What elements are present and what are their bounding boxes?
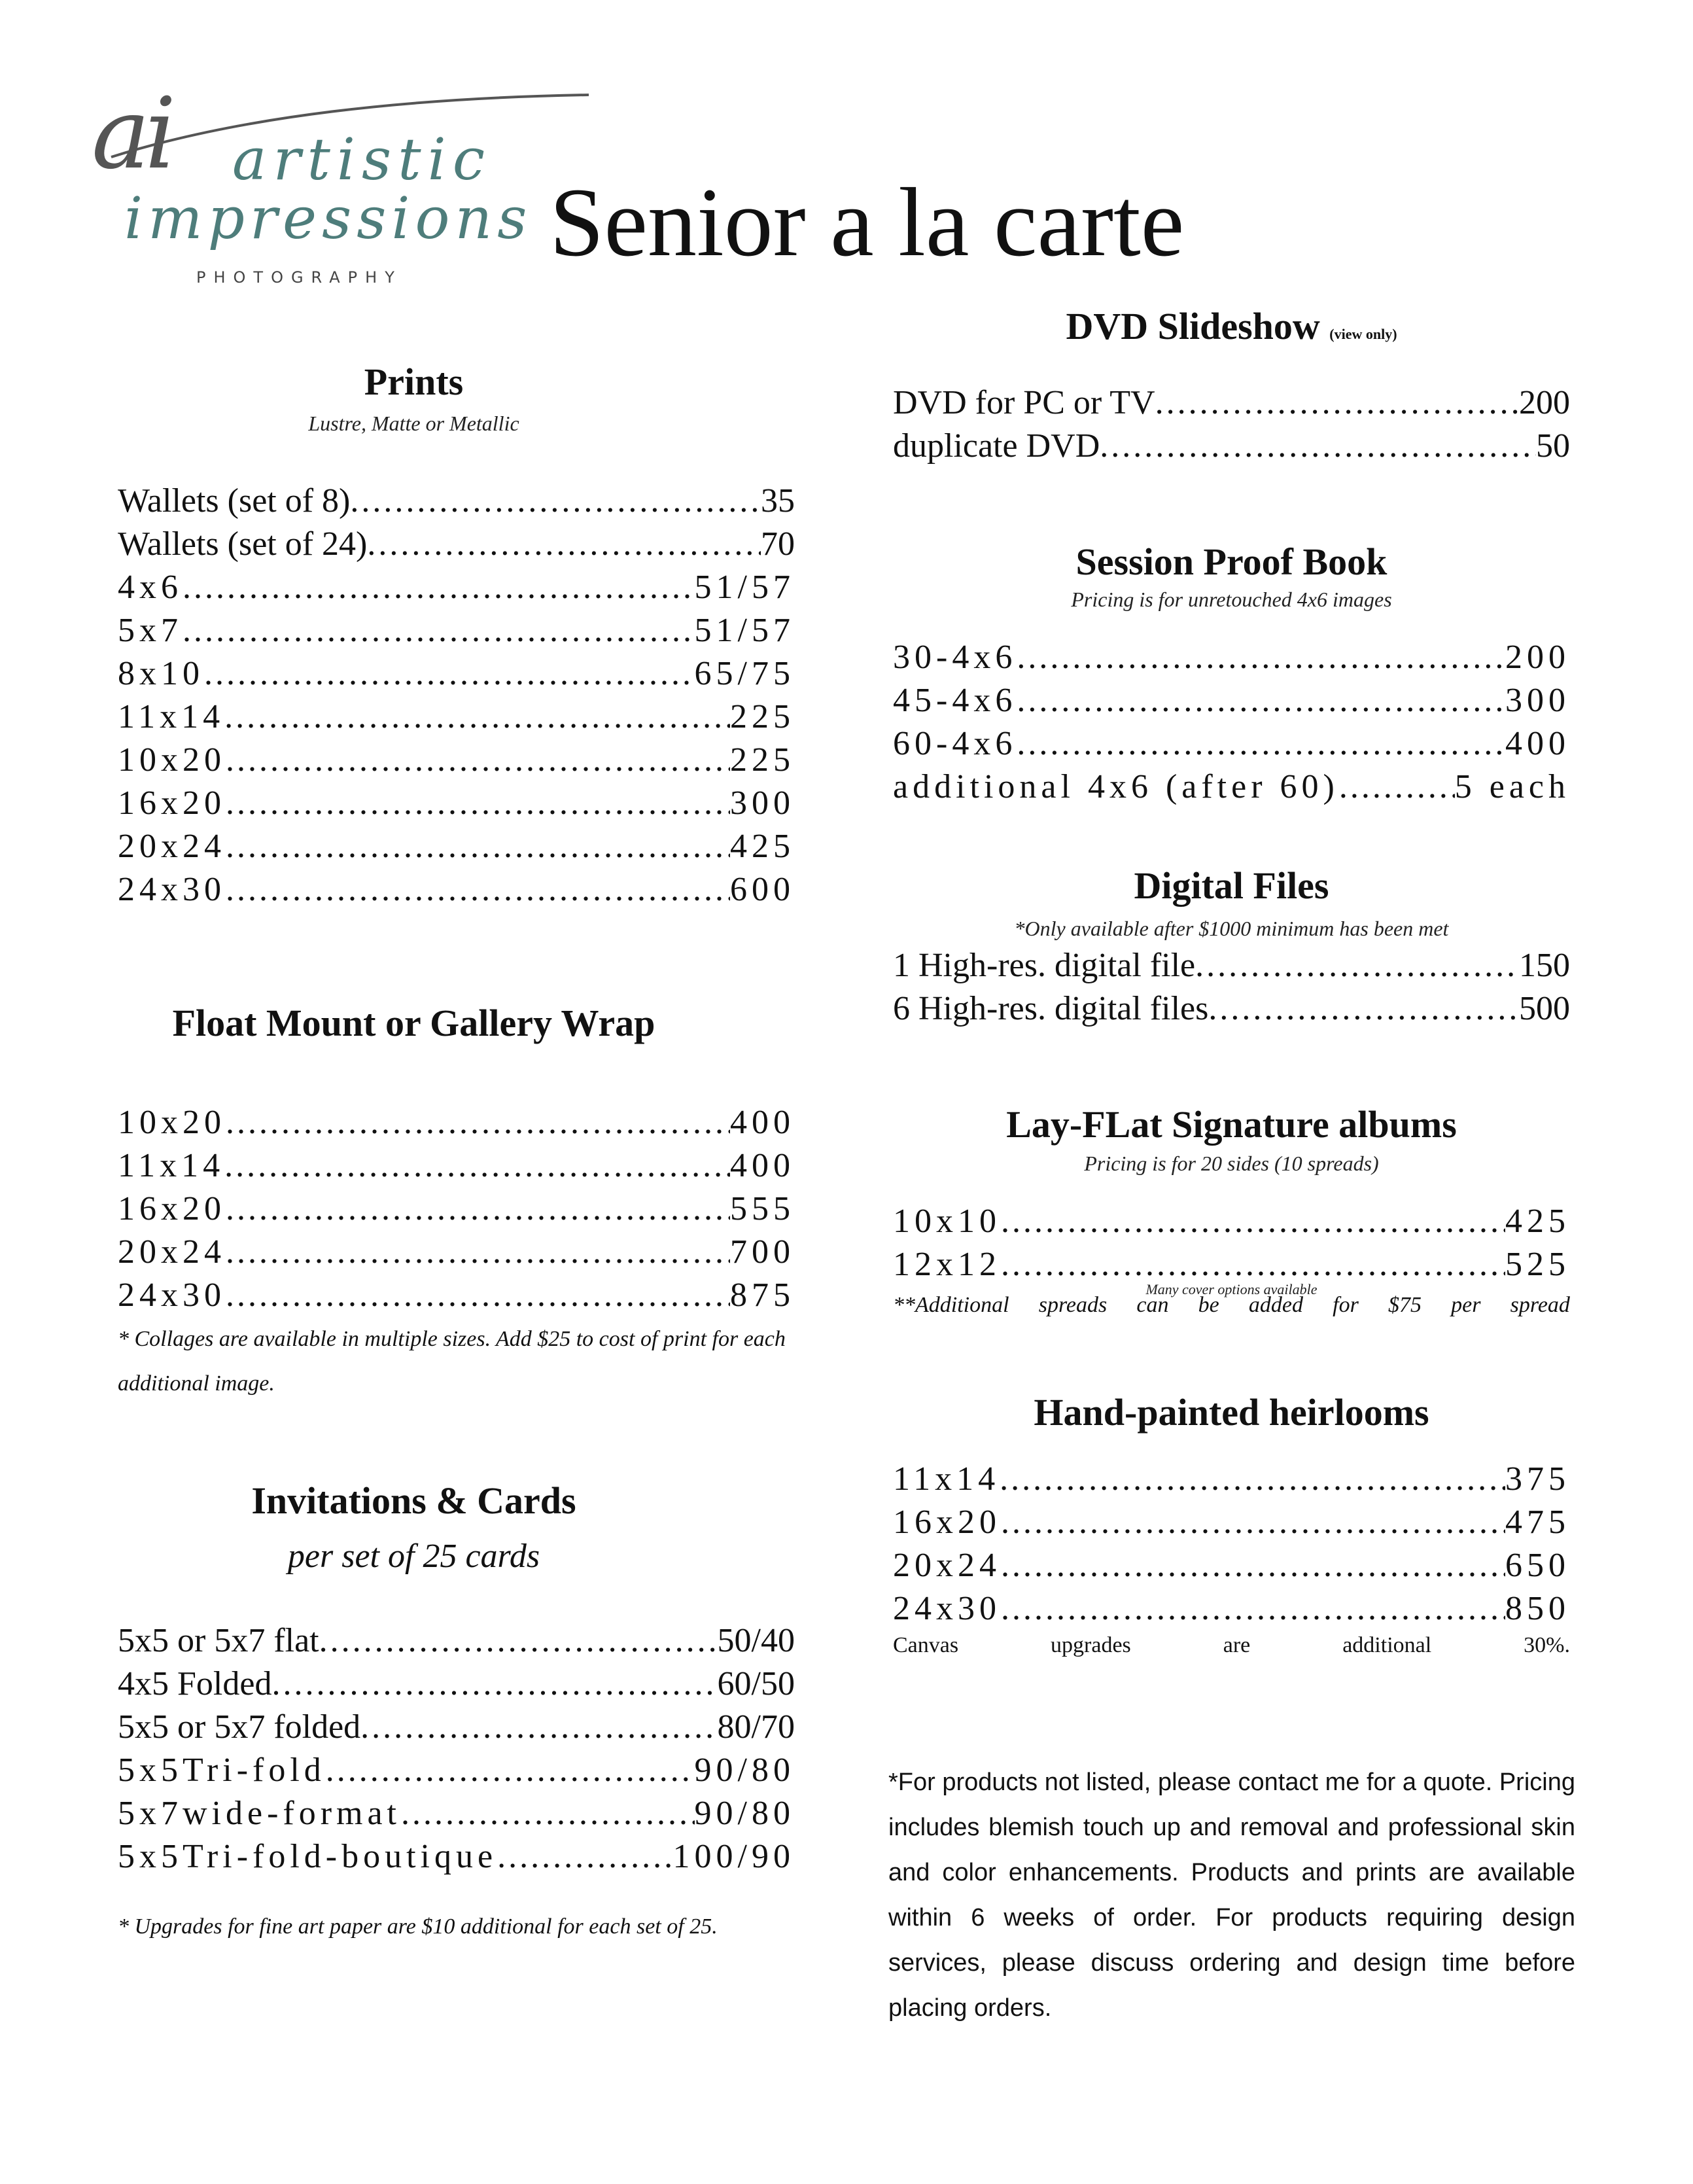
price-row-label: 4x6 — [118, 569, 183, 606]
price-row-value: 150 — [1519, 947, 1570, 984]
price-row-label: 20x24 — [893, 1547, 1001, 1584]
note-word: upgrades — [1051, 1633, 1131, 1657]
dot-leader — [224, 1144, 730, 1188]
heirlooms-section — [893, 1391, 1570, 1658]
digital-price-list — [893, 944, 1570, 1030]
dot-leader — [319, 1619, 718, 1663]
price-row-label: 10x10 — [893, 1203, 1001, 1240]
price-row-label: 12x12 — [893, 1246, 1001, 1283]
price-row-label: 24x30 — [118, 1277, 226, 1314]
price-row-value: 90/80 — [694, 1752, 795, 1789]
price-row — [118, 609, 795, 652]
price-row-label: 8x10 — [118, 655, 204, 692]
price-row-value: 80/70 — [717, 1708, 795, 1746]
price-row-label: 20x24 — [118, 1233, 226, 1271]
price-row-value: 100/90 — [672, 1838, 795, 1875]
note-word: additional — [1342, 1633, 1432, 1657]
note-word: spread — [1510, 1293, 1570, 1317]
price-row — [118, 480, 795, 523]
digital-heading: Digital Files — [1134, 864, 1329, 907]
dot-leader — [1339, 766, 1455, 809]
price-row — [893, 425, 1570, 468]
dot-leader — [1017, 679, 1505, 722]
price-row-label: 16x20 — [893, 1504, 1001, 1541]
price-row-value: 400 — [1505, 725, 1570, 762]
note-word: are — [1223, 1633, 1251, 1657]
price-row-label: 5x7wide-format — [118, 1795, 402, 1832]
dot-leader — [1195, 944, 1519, 987]
dot-leader — [497, 1835, 672, 1878]
price-row-value: 500 — [1519, 990, 1570, 1027]
dot-leader — [226, 1101, 730, 1144]
price-row — [118, 739, 795, 782]
price-row-label: duplicate DVD — [893, 427, 1100, 465]
price-row — [118, 1835, 795, 1878]
dot-leader — [1017, 636, 1505, 679]
price-row-value: 225 — [730, 698, 795, 735]
footer-note: *For products not listed, please contact me for a quote. Pricing includes blemish touch up and removal and professional skin and color enhancements. Products and prints are available within 6 weeks of order. For products requiring design services, please discuss ordering and design time before placing orders. — [888, 1769, 1575, 2022]
price-row-value: 50/40 — [717, 1622, 795, 1659]
invitations-price-list — [118, 1619, 795, 1878]
dot-leader — [204, 652, 695, 696]
price-row — [118, 1274, 795, 1317]
invitations-section — [118, 1479, 795, 1949]
price-row-label: 20x24 — [118, 828, 226, 865]
price-row-value: 875 — [730, 1277, 795, 1314]
prints-heading: Prints — [364, 361, 464, 403]
price-row-value: 60/50 — [717, 1665, 795, 1702]
note-word: spreads — [1038, 1293, 1108, 1317]
price-row-value: 650 — [1505, 1547, 1570, 1584]
price-row — [118, 1619, 795, 1663]
price-row-value: 200 — [1519, 384, 1570, 421]
invitations-heading: Invitations & Cards — [251, 1479, 576, 1522]
dot-leader — [1001, 1243, 1505, 1286]
price-row-label: 24x30 — [118, 871, 226, 908]
price-row — [893, 1458, 1570, 1501]
prints-price-list — [118, 480, 795, 911]
dot-leader — [183, 609, 695, 652]
note-word: be — [1198, 1293, 1219, 1317]
price-row-label: 10x20 — [118, 741, 226, 779]
note-word: per — [1451, 1293, 1481, 1317]
dot-leader — [350, 480, 761, 523]
albums-heading: Lay-FLat Signature albums — [1006, 1103, 1457, 1146]
proof-subtitle: Pricing is for unretouched 4x6 images — [1071, 588, 1392, 611]
price-row-value: 400 — [730, 1147, 795, 1184]
dot-leader — [1001, 1501, 1505, 1544]
price-row — [893, 1587, 1570, 1630]
dot-leader — [226, 868, 730, 911]
price-row-label: 16x20 — [118, 784, 226, 822]
price-row-value: 600 — [730, 871, 795, 908]
price-row-label: 11x14 — [118, 698, 225, 735]
price-row-label: 4x5 Folded — [118, 1665, 272, 1702]
digital-subtitle: *Only available after $1000 minimum has been met — [1014, 917, 1449, 940]
dot-leader — [226, 1231, 730, 1274]
price-row — [118, 782, 795, 825]
dot-leader — [1001, 1544, 1505, 1587]
price-row — [118, 1101, 795, 1144]
albums-section — [893, 1103, 1570, 1318]
upgrade-note: * Upgrades for fine art paper are $10 additional for each set of 25. — [118, 1914, 718, 1939]
cover-options-note: Many cover options available — [1145, 1281, 1318, 1297]
price-row-value: 425 — [1505, 1203, 1570, 1240]
price-row — [893, 1200, 1570, 1243]
price-row-value: 5 each — [1454, 768, 1570, 805]
price-row-value: 225 — [730, 741, 795, 779]
price-row-label: 5x7 — [118, 612, 183, 649]
dot-leader — [226, 825, 730, 868]
float-heading: Float Mount or Gallery Wrap — [172, 1002, 655, 1044]
price-row — [118, 566, 795, 609]
albums-price-list — [893, 1200, 1570, 1286]
prints-section — [118, 363, 795, 911]
price-row — [893, 987, 1570, 1030]
dvd-heading-note: (view only) — [1329, 326, 1397, 342]
price-row — [118, 1144, 795, 1188]
price-row-label: 5x5Tri-fold — [118, 1752, 326, 1789]
price-row — [893, 766, 1570, 809]
dot-leader — [1000, 1458, 1505, 1501]
price-row-label: 60-4x6 — [893, 725, 1017, 762]
dot-leader — [224, 696, 730, 739]
albums-subtitle: Pricing is for 20 sides (10 spreads) — [1084, 1152, 1379, 1175]
price-row-label: DVD for PC or TV — [893, 384, 1155, 421]
dot-leader — [226, 782, 730, 825]
price-row-value: 700 — [730, 1233, 795, 1271]
page-title: Senior a la carte — [550, 168, 1185, 277]
price-row-label: 45-4x6 — [893, 682, 1017, 719]
dvd-heading — [893, 305, 1570, 347]
price-row — [118, 868, 795, 911]
price-row-value: 300 — [730, 784, 795, 822]
price-row-value: 51/57 — [694, 612, 795, 649]
prints-subtitle: Lustre, Matte or Metallic — [308, 412, 519, 435]
price-row-label: 6 High-res. digital files — [893, 990, 1209, 1027]
digital-section — [893, 864, 1570, 1030]
dot-leader — [1001, 1587, 1505, 1630]
dvd-heading-text: DVD Slideshow — [1066, 305, 1320, 347]
dot-leader — [360, 1706, 717, 1749]
price-row-label: 11x14 — [118, 1147, 225, 1184]
price-row-value: 50 — [1536, 427, 1570, 465]
note-word: added — [1248, 1293, 1303, 1317]
dot-leader — [271, 1663, 717, 1706]
price-row-value: 90/80 — [694, 1795, 795, 1832]
price-row — [893, 944, 1570, 987]
proof-section — [893, 540, 1570, 809]
canvas-upgrade-note — [893, 1633, 1570, 1658]
price-row-label: 1 High-res. digital file — [893, 947, 1196, 984]
price-row-value: 525 — [1505, 1246, 1570, 1283]
note-word: **Additional — [893, 1293, 1009, 1317]
dot-leader — [226, 1274, 730, 1317]
price-row — [893, 1243, 1570, 1286]
price-row-label: additional 4x6 (after 60) — [893, 768, 1339, 805]
price-row — [118, 1706, 795, 1749]
price-row — [118, 1231, 795, 1274]
dot-leader — [226, 1188, 730, 1231]
float-section — [118, 1004, 795, 1406]
price-row-value: 51/57 — [694, 569, 795, 606]
dot-leader — [1100, 425, 1536, 468]
heirlooms-price-list — [893, 1458, 1570, 1630]
price-row-value: 400 — [730, 1104, 795, 1141]
price-row — [893, 1544, 1570, 1587]
price-row-label: Wallets (set of 8) — [118, 482, 351, 520]
price-row-label: 5x5Tri-fold-boutique — [118, 1838, 498, 1875]
price-row-value: 35 — [761, 482, 795, 520]
proof-price-list — [893, 636, 1570, 809]
price-row-value: 300 — [1505, 682, 1570, 719]
price-row — [893, 722, 1570, 766]
dot-leader — [401, 1792, 695, 1835]
price-row-value: 425 — [730, 828, 795, 865]
note-word: for — [1333, 1293, 1359, 1317]
price-row — [118, 1663, 795, 1706]
dot-leader — [367, 523, 761, 566]
price-row-value: 850 — [1505, 1590, 1570, 1627]
price-row — [893, 679, 1570, 722]
dot-leader — [1155, 381, 1519, 425]
price-row-label: 11x14 — [893, 1460, 1000, 1498]
logo-artistic: artistic — [232, 126, 491, 193]
note-word: $75 — [1388, 1293, 1422, 1317]
price-row-value: 375 — [1505, 1460, 1570, 1498]
logo-impressions: impressions — [124, 185, 532, 252]
price-row — [118, 1749, 795, 1792]
price-row-value: 65/75 — [694, 655, 795, 692]
price-row-value: 555 — [730, 1190, 795, 1227]
price-row — [118, 696, 795, 739]
price-row-label: 5x5 or 5x7 folded — [118, 1708, 361, 1746]
invitations-subtitle: per set of 25 cards — [287, 1538, 540, 1575]
price-row-value: 200 — [1505, 639, 1570, 676]
float-price-list — [118, 1101, 795, 1317]
proof-heading: Session Proof Book — [1075, 540, 1388, 583]
price-row-label: Wallets (set of 24) — [118, 525, 368, 563]
price-row-label: 24x30 — [893, 1590, 1001, 1627]
logo-mark: ai — [92, 77, 171, 191]
dot-leader — [1208, 987, 1519, 1030]
dvd-price-list — [893, 381, 1570, 468]
price-row-label: 30-4x6 — [893, 639, 1017, 676]
dvd-section — [893, 305, 1570, 468]
price-row — [893, 636, 1570, 679]
collage-note: * Collages are available in multiple sizes. Add $25 to cost of print for each additional image. — [118, 1327, 786, 1396]
note-word: 30%. — [1524, 1633, 1570, 1657]
note-word: can — [1136, 1293, 1169, 1317]
price-row-label: 5x5 or 5x7 flat — [118, 1622, 319, 1659]
price-row — [893, 1501, 1570, 1544]
dot-leader — [326, 1749, 695, 1792]
price-row-label: 10x20 — [118, 1104, 226, 1141]
logo-photography: PHOTOGRAPHY — [196, 268, 402, 287]
dot-leader — [226, 739, 730, 782]
price-row — [118, 1792, 795, 1835]
price-row — [118, 652, 795, 696]
price-row — [118, 825, 795, 868]
dot-leader — [1001, 1200, 1505, 1243]
dot-leader — [1017, 722, 1505, 766]
note-word: Canvas — [893, 1633, 959, 1657]
price-row — [118, 1188, 795, 1231]
dot-leader — [183, 566, 695, 609]
price-row-value: 70 — [761, 525, 795, 563]
price-row — [893, 381, 1570, 425]
price-row-value: 475 — [1505, 1504, 1570, 1541]
price-row — [118, 523, 795, 566]
heirlooms-heading: Hand-painted heirlooms — [1034, 1391, 1429, 1434]
price-row-label: 16x20 — [118, 1190, 226, 1227]
